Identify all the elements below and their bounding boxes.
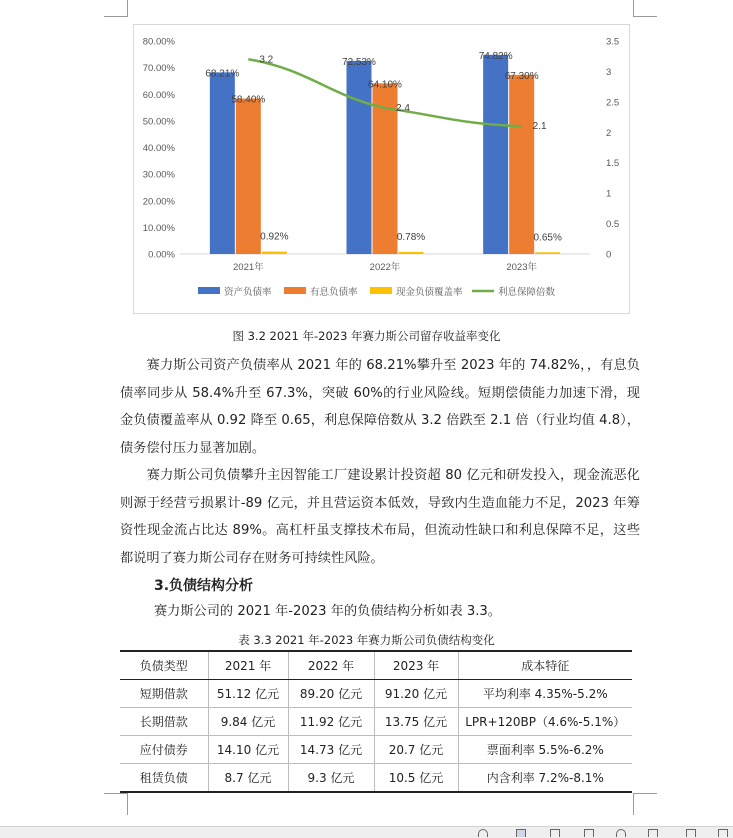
zoom-icon[interactable] [718,829,728,837]
table-cell: 89.20 亿元 [288,680,374,708]
crop-mark [633,16,657,17]
bar-data-label: 68.21% [205,68,240,80]
table-header-row [120,651,632,680]
table-header: 成本特征 [458,651,632,680]
bar-data-label: 64.10% [368,79,402,91]
table-cell: 14.10 亿元 [208,736,288,764]
legend-label: 现金负债覆盖率 [396,287,463,298]
y-left-tick-label: 80.00% [142,36,175,48]
legend-swatch [370,287,392,294]
fit-page-icon[interactable] [686,829,696,837]
table-cell: 11.92 亿元 [288,708,374,736]
table-cell: 14.73 亿元 [288,736,374,764]
bar [236,99,261,254]
crop-mark [104,793,128,794]
table-cell: 8.7 亿元 [208,764,288,793]
legend-swatch [198,287,220,294]
chart-container [133,24,630,314]
legend-swatch [284,287,306,294]
table-row [120,708,632,736]
x-tick-label: 2023年 [506,262,537,273]
bar-data-label: 67.30% [504,70,539,82]
table-header: 负债类型 [120,651,208,680]
bar [399,252,424,254]
bar [509,75,534,254]
table-cell: 10.5 亿元 [374,764,458,793]
y-right-tick-label: 1 [606,188,612,200]
legend-label: 利息保障倍数 [498,287,556,298]
bar-data-label: 72.53% [342,56,376,68]
figure-caption: 图 3.2 2021 年-2023 年赛力斯公司留存收益率变化 [232,329,501,343]
combo-chart [134,25,629,313]
read-mode-icon[interactable] [550,829,560,837]
x-tick-label: 2022年 [369,262,401,273]
intro-line: 赛力斯公司的 2021 年-2023 年的负债结构分析如表 3.3。 [154,604,501,619]
table-cell: 9.3 亿元 [288,764,374,793]
table-cell: 应付债券 [120,736,208,764]
table-row [120,764,632,793]
y-right-tick-label: 0 [606,249,612,261]
table-cell: 票面利率 5.5%-6.2% [458,736,632,764]
outline-icon[interactable] [648,829,658,837]
y-left-tick-label: 0.00% [148,249,175,261]
table-caption: 表 3.3 2021 年-2023 年赛力斯公司负债结构变化 [238,633,495,647]
y-left-tick-label: 20.00% [142,196,175,208]
legend-label: 资产负债率 [224,287,272,298]
x-tick-label: 2021年 [233,262,264,273]
y-right-tick-label: 0.5 [606,219,620,231]
table-cell: 9.84 亿元 [208,708,288,736]
paragraph-2: 赛力斯公司负债攀升主因智能工厂建设累计投资超 80 亿元和研发投入，现金流恶化则源于经营亏损累计-89 亿元，并且营运资本低效，导致内生造血能力不足，2023 年筹资性现金流占比达 89%。高杠杆虽支撑技术布局，但流动性缺口和利息保障不足，这些都说明了赛力斯公司存在财务可持续性风险。 [120,468,640,566]
web-layout-icon[interactable] [584,829,594,837]
crop-mark [127,793,128,815]
globe-icon[interactable] [616,829,626,837]
table-cell: 平均利率 4.35%-5.2% [458,680,632,708]
table-row [120,680,632,708]
bar-data-label: 0.78% [396,231,426,243]
table-header: 2023 年 [374,651,458,680]
y-right-tick-label: 2.5 [606,97,620,109]
focus-mode-icon[interactable] [478,829,488,837]
y-right-tick-label: 2 [606,127,612,139]
table-cell: 20.7 亿元 [374,736,458,764]
table-row [120,736,632,764]
table-cell: 51.12 亿元 [208,680,288,708]
y-right-tick-label: 3.5 [606,36,620,48]
crop-mark [633,793,634,815]
line-data-label: 2.1 [532,121,547,133]
crop-mark [127,0,128,17]
bar [483,55,508,254]
table-cell: 13.75 亿元 [374,708,458,736]
y-right-tick-label: 3 [606,66,612,78]
table-cell: LPR+120BP（4.6%-5.1%） [458,708,632,736]
bar-data-label: 0.65% [533,232,562,244]
paragraph-1: 赛力斯公司资产负债率从 2021 年的 68.21%攀升至 2023 年的 74.82%，，有息负债率同步从 58.4%升至 67.3%，突破 60%的行业风险线。短期偿债能力加速下滑，现金负债覆盖率从 0.92 降至 0.65，利息保障倍数从 3.2 倍跌至 2.1 倍（行业均值 4.8），债务偿付压力显著加剧。 [120,358,640,456]
y-left-tick-label: 60.00% [142,89,175,101]
y-left-tick-label: 50.00% [142,116,175,128]
y-left-tick-label: 40.00% [142,143,175,154]
bar-data-label: 74.82% [478,50,513,62]
table-header: 2022 年 [288,651,374,680]
crop-mark [633,0,634,17]
bar-data-label: 0.92% [260,231,289,243]
print-layout-icon[interactable] [516,829,526,837]
section-heading: 3.负债结构分析 [154,578,254,594]
table-cell: 短期借款 [120,680,208,708]
debt-structure-table [120,650,632,793]
table-cell: 长期借款 [120,708,208,736]
line-data-label: 3.2 [259,54,274,66]
y-right-tick-label: 1.5 [606,158,620,170]
table-cell: 内含利率 7.2%-8.1% [458,764,632,793]
line-data-label: 2.4 [396,102,410,114]
bar-data-label: 58.40% [231,94,266,106]
status-bar [0,826,733,838]
bar [535,252,560,254]
table-header: 2021 年 [208,651,288,680]
table-cell: 租赁负债 [120,764,208,793]
y-left-tick-label: 70.00% [142,63,175,75]
y-left-tick-label: 10.00% [142,222,175,234]
y-left-tick-label: 30.00% [142,169,175,181]
table-cell: 91.20 亿元 [374,680,458,708]
crop-mark [104,16,128,17]
legend-label: 有息负债率 [310,287,358,298]
bar [262,252,287,254]
crop-mark [633,793,657,794]
